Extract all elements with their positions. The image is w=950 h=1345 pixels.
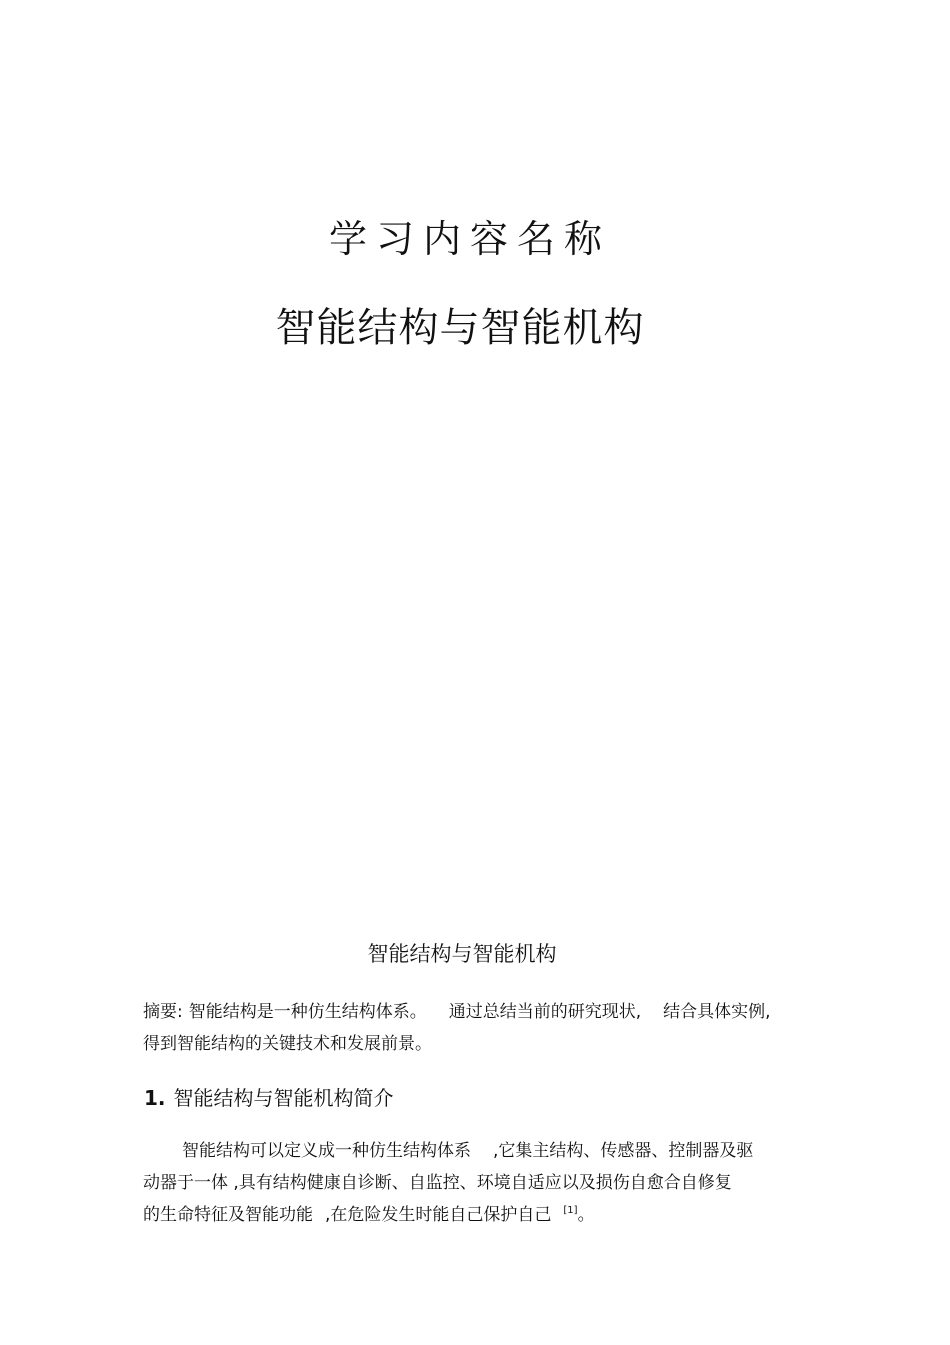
paragraph-text: ,它集主结构、传感器、控制器及驱: [493, 1141, 754, 1161]
cover-label: 学习内容名称: [328, 217, 611, 261]
paragraph-text: 智能结构可以定义成一种仿生结构体系: [182, 1141, 471, 1161]
document-title: 智能结构与智能机构: [367, 942, 557, 966]
paragraph-text: 。: [577, 1205, 595, 1225]
abstract-text: 通过总结当前的研究现状,: [448, 1002, 642, 1022]
section-number: 1.: [144, 1086, 166, 1110]
cover-title: 智能结构与智能机构: [275, 305, 645, 351]
abstract-text: 结合具体实例,: [663, 1002, 771, 1022]
paragraph-line-2: 动器于一体 ,具有结构健康自诊断、自监控、环境自适应以及损伤自愈合自修复: [143, 1173, 732, 1193]
paragraph-text: 的生命特征及智能功能: [143, 1205, 313, 1225]
abstract-text: 智能结构是一种仿生结构体系。: [188, 1002, 427, 1022]
abstract-line-1: [143, 997, 771, 1022]
paragraph-line-3: [143, 1200, 595, 1225]
abstract-line-2: 得到智能结构的关键技术和发展前景。: [143, 1034, 432, 1054]
section-title: 智能结构与智能机构简介: [173, 1086, 394, 1110]
citation-marker[interactable]: [1]: [563, 1205, 578, 1216]
section-heading: [144, 1082, 394, 1111]
paragraph-text: ,在危险发生时能自己保护自己: [325, 1205, 552, 1225]
abstract-label: 摘要:: [143, 1002, 183, 1022]
paragraph-line-1: [182, 1136, 753, 1161]
